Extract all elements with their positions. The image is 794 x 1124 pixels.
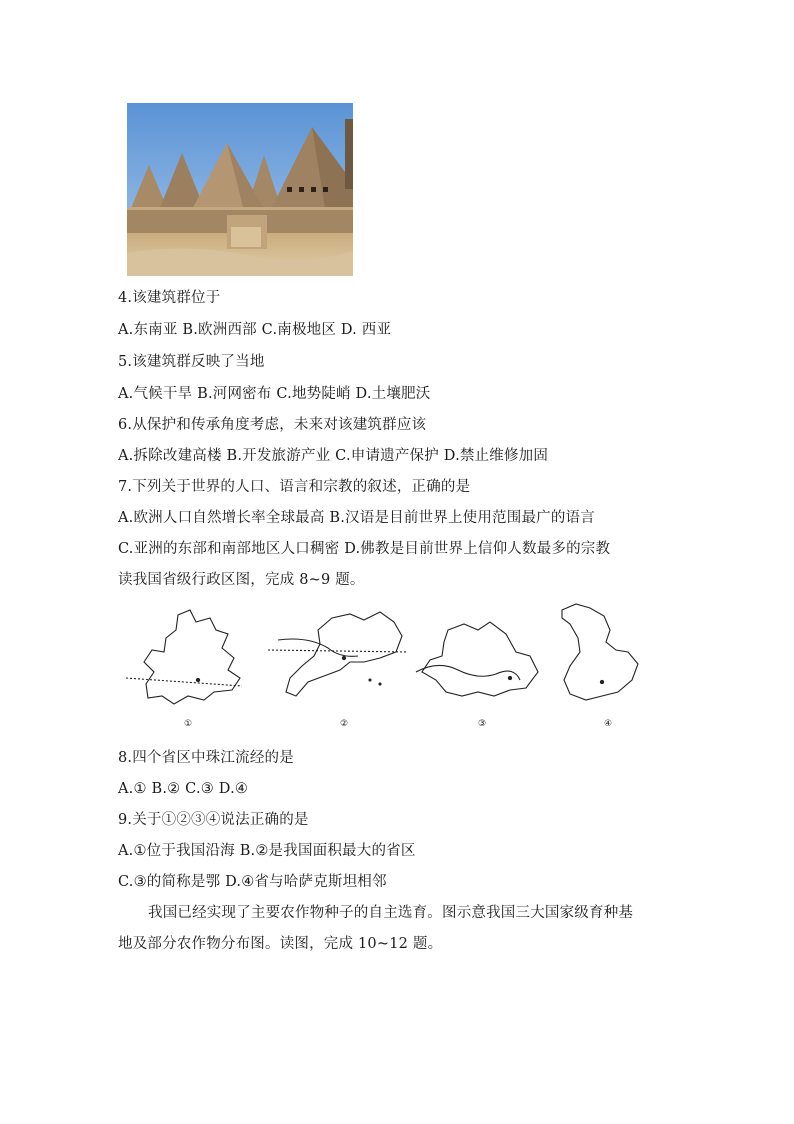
map-label-4: ④ — [604, 719, 613, 729]
map-label-1: ① — [184, 719, 193, 729]
question-6-options: A.拆除改建高楼 B.开发旅游产业 C.申请遗产保护 D.禁止维修加固 — [118, 448, 549, 464]
map-label-2: ② — [340, 719, 349, 729]
map-label-3: ③ — [478, 719, 487, 729]
question-7-options-line-2: C.亚洲的东部和南部地区人口稠密 D.佛教是目前世界上信仰人数最多的宗教 — [118, 541, 611, 557]
province-map-2 — [268, 612, 408, 696]
question-8-stem: 8.四个省区中珠江流经的是 — [118, 750, 294, 766]
question-7-options-line-1: A.欧洲人口自然增长率全球最高 B.汉语是目前世界上使用范围最广的语言 — [118, 510, 595, 526]
province-map-3 — [416, 622, 538, 696]
beehive-houses-photo — [127, 103, 353, 276]
province-map-4 — [562, 604, 638, 700]
question-4-options: A.东南亚 B.欧洲西部 C.南极地区 D. 西亚 — [118, 322, 392, 338]
province-outline-maps — [118, 600, 678, 735]
intro-questions-10-12-line-1: 我国已经实现了主要农作物种子的自主选育。图示意我国三大国家级育种基 — [148, 905, 634, 921]
question-6-stem: 6.从保护和传承角度考虑，未来对该建筑群应该 — [118, 417, 427, 433]
question-9-options-line-2: C.③的简称是鄂 D.④省与哈萨克斯坦相邻 — [118, 874, 387, 890]
question-5-stem: 5.该建筑群反映了当地 — [118, 354, 265, 370]
question-7-stem: 7.下列关于世界的人口、语言和宗教的叙述，正确的是 — [118, 479, 471, 495]
question-5-options: A.气候干旱 B.河网密布 C.地势陡峭 D.土壤肥沃 — [118, 386, 431, 402]
question-4-stem: 4.该建筑群位于 — [118, 290, 221, 306]
intro-questions-8-9: 读我国省级行政区图，完成 8~9 题。 — [118, 572, 365, 588]
question-8-options: A.① B.② C.③ D.④ — [118, 781, 249, 797]
question-9-options-line-1: A.①位于我国沿海 B.②是我国面积最大的省区 — [118, 843, 416, 859]
intro-questions-10-12-line-2: 地及部分农作物分布图。读图，完成 10~12 题。 — [118, 936, 443, 952]
province-map-1 — [126, 610, 242, 704]
question-9-stem: 9.关于①②③④说法正确的是 — [118, 812, 309, 828]
